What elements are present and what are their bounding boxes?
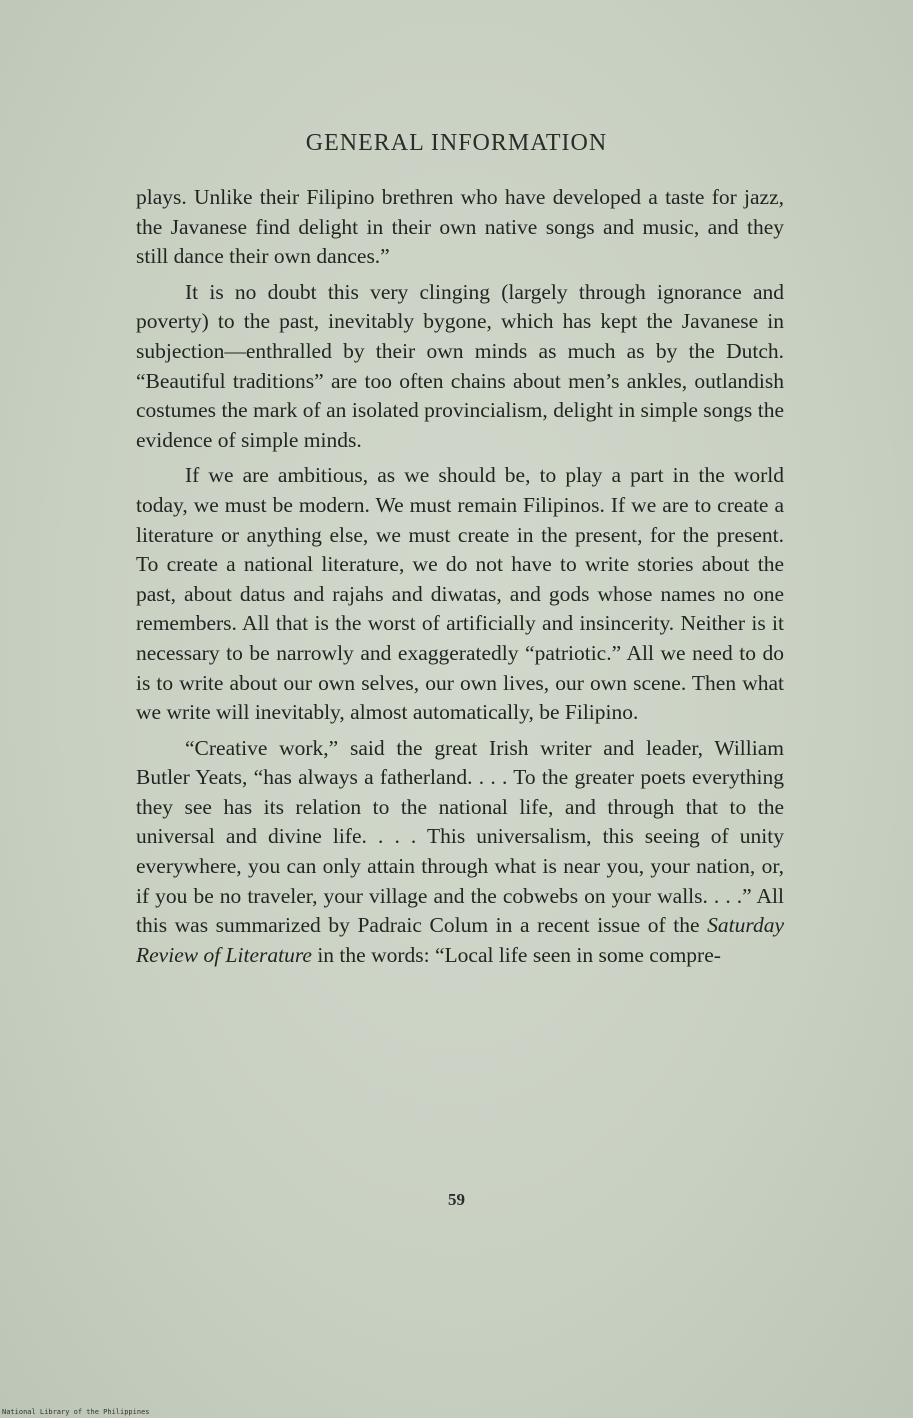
page-number: 59 xyxy=(448,1190,465,1209)
paragraph-4 xyxy=(136,734,784,971)
paragraph-1: plays. Unlike their Filipino brethren who have developed a taste for jazz, the Javanese find delight in their own native songs and music, and they still dance their own dances.” xyxy=(136,185,784,269)
paragraph-4-text-b: in the words: “Local life seen in some compre- xyxy=(311,942,721,967)
paragraph-3: If we are ambitious, as we should be, to play a part in the world today, we must be modern. We must remain Filipinos. If we are to create a literature or anything else, we must create in the present, for the present. To create a national literature, we do not have to write stories about the past, about datus and rajahs and diwatas, and gods whose names no one remembers. All that is the worst of artificially and insincerity. Neither is it necessary to be narrowly and exaggeratedly “patriotic.” All we need to do is to write about our own selves, our own lives, our own scene. Then what we write will inevitably, almost automatically, be Filipino. xyxy=(136,463,784,725)
publication-title: Saturday Review of Literature xyxy=(136,913,784,967)
running-head: GENERAL INFORMATION xyxy=(305,130,608,156)
paragraph-4-text-a: “Creative work,” said the great Irish writer and leader, William Butler Yeats, “has always a fatherland. . . . To the greater poets everything they see has its relation to the national life, and through that to the universal and divine life. . . . This universalism, this seeing of unity everywhere, you can only attain through what is near you, your nation, or, if you be no traveler, your village and the cobwebs on your walls. . . .” All this was summarized by Padraic Colum in a recent issue of the xyxy=(136,735,784,938)
paragraph-2: It is no doubt this very clinging (largely through ignorance and poverty) to the past, inevitably bygone, which has kept the Javanese in subjection—enthralled by their own minds as much as by the Dutch. “Beautiful traditions” are too often chains about men’s ankles, outlandish costumes the mark of an isolated provincialism, delight in simple songs the evidence of simple minds. xyxy=(136,279,784,452)
library-stamp: National Library of the Philippines xyxy=(2,1408,150,1416)
body-text xyxy=(136,183,784,976)
